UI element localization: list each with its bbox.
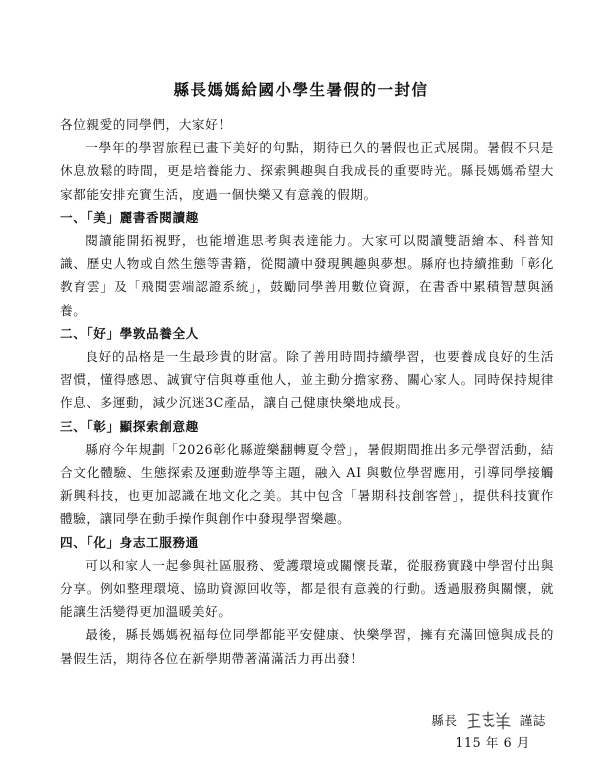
section-text-3: 縣府今年規劃「2026彰化縣遊樂翻轉夏令營」，暑假期間推出多元學習活動，結合文化體驗、生態探索及運動遊學等主題，融入 AI 與數位學習應用，引導同學接觸新興科技，也更加認識在地文化之美。其中包含「暑期科技創客營」，提供科技實作體驗，讓同學在動手操作與創作中發現學習樂趣。 bbox=[60, 441, 554, 527]
letter-body bbox=[60, 113, 554, 670]
letter-date: 115 年 6 月 bbox=[455, 735, 530, 750]
section-heading-1: 一、「美」麗書香閱讀趣 bbox=[60, 209, 199, 225]
section-text-2: 良好的品格是一生最珍貴的財富。除了善用時間持續學習，也要養成良好的生活習慣，懂得感恩、誠實守信與尊重他人，並主動分擔家務、關心家人。同時保持規律作息、多運動，減少沉迷3C產品，讓自己健康快樂地成長。 bbox=[60, 349, 554, 411]
signer-suffix: 謹誌 bbox=[519, 713, 546, 728]
section-text-4: 可以和家人一起參與社區服務、愛護環境或關懷長輩，從服務實踐中學習付出與分享。例如整理環境、協助資源回收等，都是很有意義的行動。透過服務與關懷，就能讓生活變得更加溫暖美好。 bbox=[60, 557, 554, 620]
section-heading-3: 三、「彰」顯探索創意趣 bbox=[60, 418, 199, 434]
closing-paragraph: 最後，縣長媽媽祝福每位同學都能平安健康、快樂學習，擁有充滿回憶與成長的暑假生活，期待各位在新學期帶著滿滿活力再出發！ bbox=[60, 627, 554, 666]
letter-title: 縣長媽媽給國小學生暑假的一封信 bbox=[173, 80, 429, 99]
greeting: 各位親愛的同學們，大家好！ bbox=[60, 117, 232, 132]
signer-title: 縣長 bbox=[431, 713, 458, 728]
section-heading-4: 四、「化」身志工服務通 bbox=[60, 534, 199, 550]
section-heading-2: 二、「好」學敦品養全人 bbox=[60, 325, 199, 341]
section-text-1: 閱讀能開拓視野，也能增進思考與表達能力。大家可以閱讀雙語繪本、科普知識、歷史人物或自然生態等書籍，從閱讀中發現興趣與夢想。縣府也持續推動「彰化教育雲」及「飛閱雲端認證系統」，鼓勵同學善用數位資源，在書香中累積智慧與涵養。 bbox=[60, 233, 554, 318]
signature-block bbox=[346, 710, 546, 754]
intro-paragraph: 一學年的學習旅程已畫下美好的句點，期待已久的暑假也正式展開。暑假不只是休息放鬆的時間，更是培養能力、探索興趣與自我成長的重要時光。縣長媽媽希望大家都能安排充實生活，度過一個快樂又有意義的假期。 bbox=[60, 140, 554, 202]
signature-line bbox=[346, 710, 546, 732]
handwritten-signature-icon bbox=[466, 710, 512, 732]
